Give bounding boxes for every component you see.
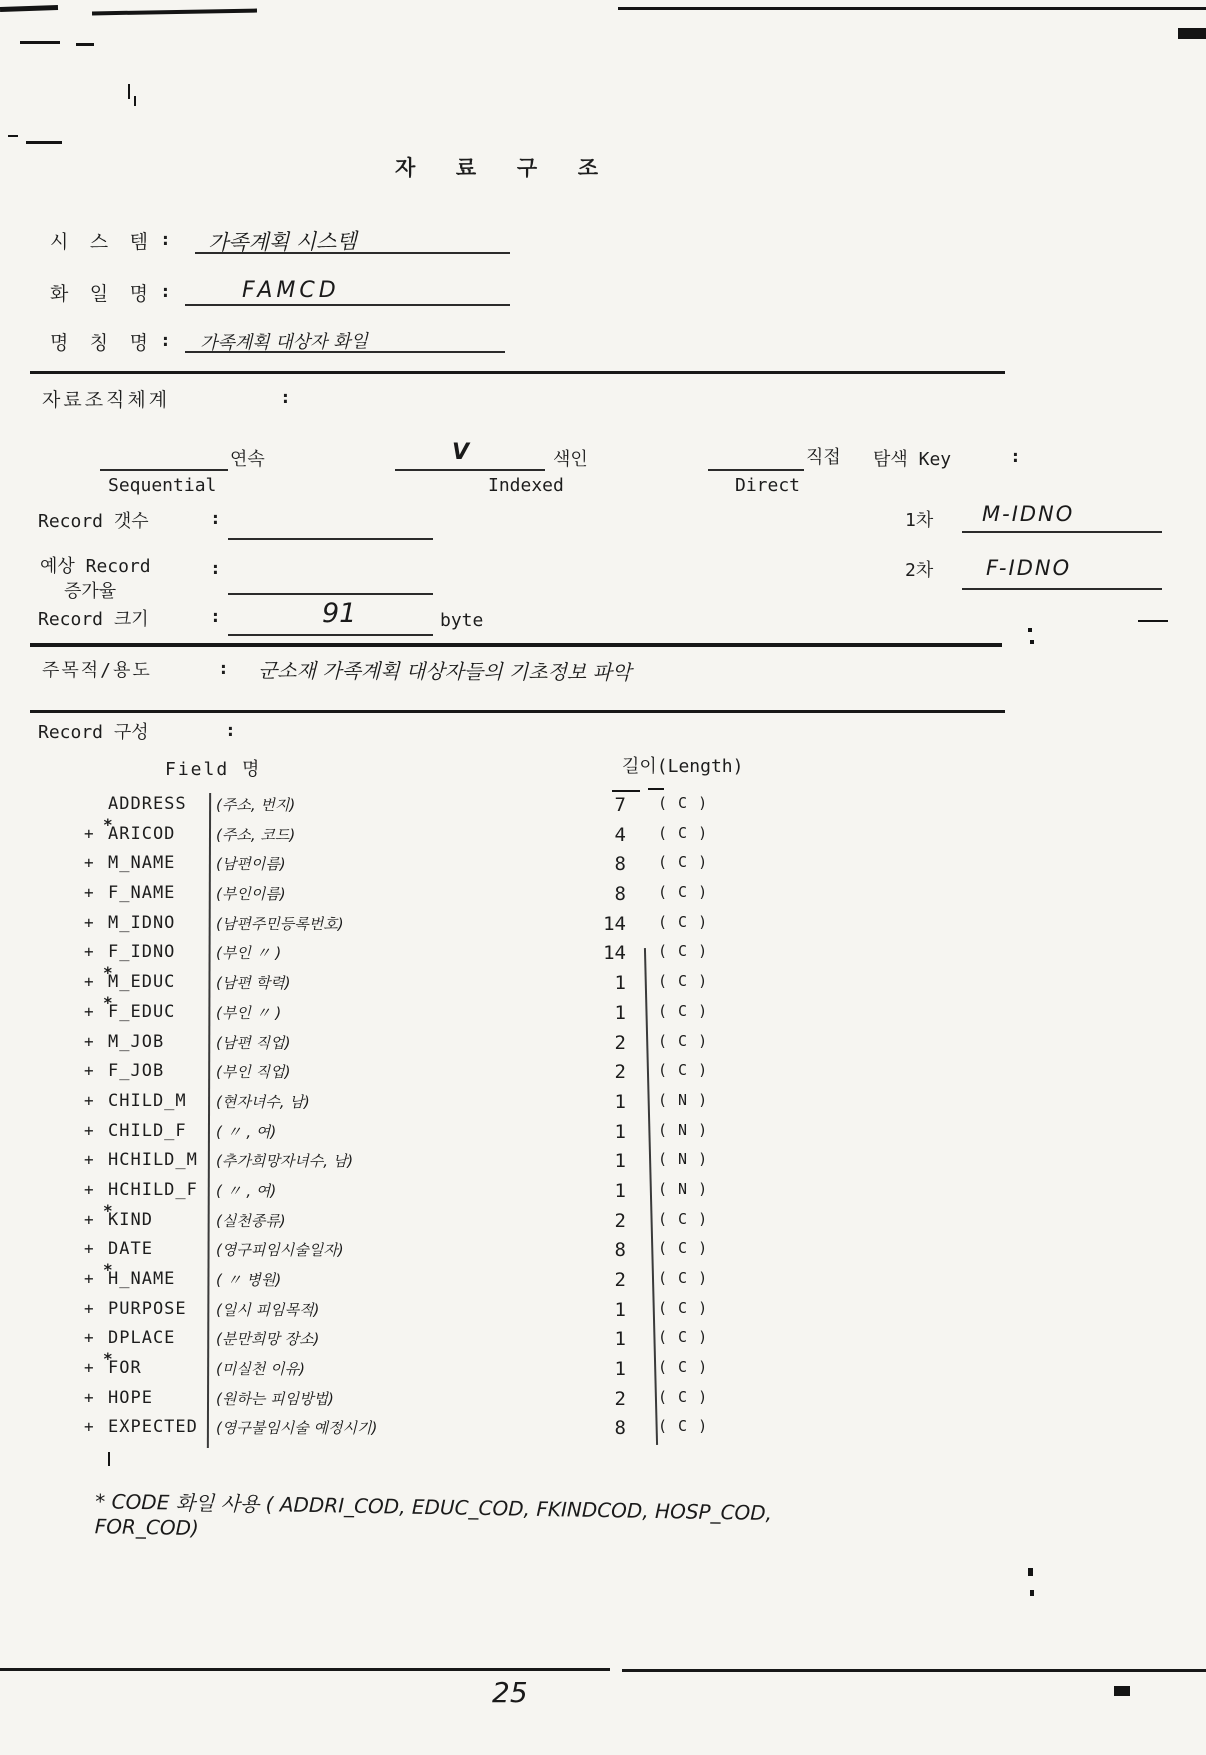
field-type: ( C ) xyxy=(658,912,709,931)
field-plus-mark: + xyxy=(84,1209,94,1229)
record-size-unit: byte xyxy=(440,610,484,631)
field-length: 2 xyxy=(614,1209,626,1232)
field-type: ( C ) xyxy=(658,853,709,872)
field-description: (부인 〃 ) xyxy=(216,1003,282,1022)
key1-label: 1차 xyxy=(905,510,934,531)
system-label: 시 스 템 xyxy=(50,231,153,253)
record-count-label: Record 갯수 xyxy=(38,511,149,532)
name-value: 가족계획 대상자 화일 xyxy=(199,331,369,354)
field-type: ( C ) xyxy=(658,1328,709,1347)
field-row xyxy=(70,1237,850,1267)
scan-artifact xyxy=(20,41,60,44)
field-description: (추가희망자녀수, 남) xyxy=(216,1152,354,1171)
scan-artifact xyxy=(128,84,130,99)
field-description: (남편주민등록번호) xyxy=(216,914,344,933)
column-header-length: 길이(Length) xyxy=(622,756,744,777)
record-growth-label-line2: 증가율 xyxy=(64,581,117,602)
field-length: 4 xyxy=(614,823,626,846)
field-row xyxy=(70,940,850,970)
record-layout-colon: : xyxy=(225,720,236,741)
field-name: CHILD_M xyxy=(108,1090,187,1111)
field-length: 2 xyxy=(614,1269,626,1291)
record-size-label: Record 크기 xyxy=(38,609,149,630)
scan-artifact xyxy=(8,135,18,137)
field-plus-mark: + xyxy=(84,1239,94,1259)
field-type: ( N ) xyxy=(658,1150,709,1169)
key2-value: F-IDNO xyxy=(986,556,1072,580)
field-name: M_EDUC xyxy=(108,972,176,993)
field-row xyxy=(70,1089,850,1119)
field-description: ( 〃 병원) xyxy=(216,1271,282,1289)
scan-artifact xyxy=(1030,1590,1034,1596)
field-length: 7 xyxy=(614,794,626,816)
name-label: 명 칭 명 xyxy=(50,332,153,354)
field-name: F_EDUC xyxy=(108,1001,176,1022)
field-code-star: * xyxy=(103,1349,113,1369)
page-title: 자 료 구 조 xyxy=(395,156,613,180)
field-name: HCHILD_M xyxy=(108,1150,198,1171)
field-description: (주소, 코드) xyxy=(216,825,296,844)
field-type: ( C ) xyxy=(658,883,709,902)
field-name: H_NAME xyxy=(108,1269,176,1289)
field-name: ARICOD xyxy=(108,823,176,844)
sequential-blank xyxy=(100,447,228,471)
field-plus-mark: + xyxy=(84,1031,94,1051)
field-type: ( C ) xyxy=(658,794,709,812)
key2-label: 2차 xyxy=(905,560,934,581)
field-name: M_JOB xyxy=(108,1031,165,1052)
scan-artifact xyxy=(92,9,257,16)
file-underline xyxy=(185,280,510,306)
scan-artifact xyxy=(1030,640,1034,644)
file-value: FAMCD xyxy=(242,278,340,303)
field-row xyxy=(70,1030,850,1060)
scan-artifact xyxy=(1114,1686,1130,1696)
field-length: 1 xyxy=(614,1090,626,1113)
field-name: DPLACE xyxy=(108,1328,176,1349)
field-name: M_IDNO xyxy=(108,912,176,933)
scan-artifact xyxy=(134,96,136,106)
field-plus-mark: + xyxy=(84,1417,94,1437)
field-row xyxy=(70,814,850,852)
field-plus-mark: + xyxy=(84,1387,94,1407)
indexed-english: Indexed xyxy=(488,475,564,496)
field-code-star: * xyxy=(103,1200,113,1220)
field-length: 2 xyxy=(614,1061,626,1084)
field-plus-mark: + xyxy=(84,1120,94,1140)
field-plus-mark: + xyxy=(84,823,94,843)
scan-artifact xyxy=(1178,28,1206,39)
field-name: ADDRESS xyxy=(108,794,187,814)
field-length: 8 xyxy=(614,883,626,906)
record-size-colon: : xyxy=(210,606,221,627)
field-plus-mark: + xyxy=(84,1179,94,1199)
file-colon: : xyxy=(160,281,171,302)
field-name: F_NAME xyxy=(108,883,176,904)
field-row xyxy=(70,1148,850,1178)
scan-artifact xyxy=(1028,628,1032,632)
field-row xyxy=(70,1326,850,1356)
direct-korean: 직접 xyxy=(806,447,841,468)
purpose-label: 주목적/용도 xyxy=(42,660,152,681)
direct-blank xyxy=(708,447,804,471)
scan-artifact xyxy=(618,7,1206,10)
field-plus-mark: + xyxy=(84,883,94,903)
field-type: ( C ) xyxy=(658,1001,709,1020)
record-growth-label-line1: 예상 Record xyxy=(40,556,151,577)
field-name: HOPE xyxy=(108,1387,153,1408)
field-row xyxy=(70,1059,850,1089)
key1-underline xyxy=(962,505,1162,533)
code-file-footnote: * CODE 화일 사용 ( ADDRI_COD, EDUC_COD, FKINDCOD, HOSP_COD, FOR_COD) xyxy=(94,1489,773,1541)
field-row xyxy=(70,1415,850,1445)
record-count-blank xyxy=(228,514,433,540)
divider xyxy=(30,371,1005,374)
field-plus-mark: + xyxy=(84,1358,94,1378)
field-description: (부인 직업) xyxy=(216,1063,291,1082)
key1-value: M-IDNO xyxy=(982,502,1075,526)
field-type: ( C ) xyxy=(658,1061,709,1080)
field-type: ( C ) xyxy=(658,1031,709,1050)
field-length: 8 xyxy=(614,853,626,876)
field-row xyxy=(70,1119,850,1149)
field-row xyxy=(70,1178,850,1208)
field-type: ( C ) xyxy=(658,972,709,991)
field-length: 2 xyxy=(614,1031,626,1054)
field-type: ( C ) xyxy=(658,1358,709,1377)
field-row xyxy=(70,851,850,881)
field-description: (실천종류) xyxy=(216,1211,286,1230)
field-row xyxy=(70,1297,850,1327)
record-layout-label: Record 구성 xyxy=(38,722,149,743)
field-code-star: * xyxy=(103,963,113,983)
field-description: (남편 직업) xyxy=(216,1033,291,1052)
field-plus-mark: + xyxy=(84,1061,94,1081)
search-key-label: 탐색 Key xyxy=(873,449,952,470)
divider xyxy=(30,643,1002,647)
field-type: ( C ) xyxy=(658,1387,709,1406)
record-growth-colon: : xyxy=(210,558,221,579)
field-description: (분만희망 장소) xyxy=(216,1330,320,1349)
field-name: CHILD_F xyxy=(108,1120,187,1141)
divider xyxy=(30,710,1005,713)
field-name: EXPECTED xyxy=(108,1417,198,1438)
scan-artifact xyxy=(1028,1568,1033,1576)
field-length: 1 xyxy=(614,1120,626,1143)
field-name: HCHILD_F xyxy=(108,1179,198,1200)
field-plus-mark: + xyxy=(84,1298,94,1318)
name-colon: : xyxy=(160,330,171,351)
field-length: 14 xyxy=(603,942,626,965)
field-plus-mark: + xyxy=(84,1090,94,1110)
field-row xyxy=(70,963,850,1000)
bottom-rule xyxy=(0,1668,610,1671)
field-type: ( C ) xyxy=(658,942,709,961)
field-plus-mark: + xyxy=(84,942,94,962)
field-row xyxy=(70,881,850,911)
field-type: ( N ) xyxy=(658,1090,709,1109)
scan-artifact xyxy=(26,141,62,144)
field-name: M_NAME xyxy=(108,853,176,874)
scan-artifact xyxy=(108,1452,110,1466)
field-length: 1 xyxy=(614,1179,626,1202)
field-description: (남편이름) xyxy=(216,855,286,874)
field-row xyxy=(70,1200,850,1238)
bottom-rule xyxy=(622,1669,1206,1672)
field-type: ( C ) xyxy=(658,823,709,842)
sequential-english: Sequential xyxy=(108,475,217,496)
field-length: 1 xyxy=(614,1150,626,1173)
field-table xyxy=(70,792,850,1445)
field-code-star: * xyxy=(103,1260,113,1279)
field-plus-mark: + xyxy=(84,1001,94,1021)
field-length: 1 xyxy=(614,1358,626,1381)
field-description: (원하는 피임방법) xyxy=(216,1389,334,1408)
search-key-colon: : xyxy=(1010,446,1021,467)
purpose-value: 군소재 가족계획 대상자들의 기초정보 파악 xyxy=(257,658,632,685)
purpose-colon: : xyxy=(218,658,229,679)
field-row xyxy=(70,992,850,1030)
field-description: (부인 〃 ) xyxy=(216,944,282,963)
field-code-star: * xyxy=(103,992,113,1012)
organization-label: 자료조직체계 xyxy=(42,389,171,411)
field-description: (주소, 번지) xyxy=(216,796,296,814)
indexed-checkmark: V xyxy=(452,440,470,465)
field-length: 2 xyxy=(614,1387,626,1410)
field-name: DATE xyxy=(108,1239,153,1260)
system-colon: : xyxy=(160,229,171,250)
field-description: (일시 피임목적) xyxy=(216,1300,320,1319)
field-name: PURPOSE xyxy=(108,1298,187,1319)
field-type: ( N ) xyxy=(658,1120,709,1139)
field-plus-mark: + xyxy=(84,912,94,932)
system-value: 가족계획 시스템 xyxy=(207,229,357,255)
field-length: 1 xyxy=(614,1328,626,1351)
sequential-korean: 연속 xyxy=(230,449,265,470)
field-plus-mark: + xyxy=(84,1328,94,1348)
field-description: (영구불임시술 예정시기) xyxy=(216,1419,378,1438)
field-length: 1 xyxy=(614,1298,626,1321)
field-name: FOR xyxy=(108,1358,142,1379)
field-row xyxy=(70,1260,850,1297)
direct-english: Direct xyxy=(735,475,801,496)
field-description: (미실천 이유) xyxy=(216,1360,305,1379)
field-length: 1 xyxy=(614,1001,626,1024)
scan-artifact xyxy=(0,5,58,12)
indexed-blank xyxy=(395,447,545,471)
page-number: 25 xyxy=(492,1676,528,1709)
scan-artifact xyxy=(1138,620,1168,622)
record-size-underline xyxy=(228,608,433,636)
field-plus-mark: + xyxy=(84,853,94,873)
field-row xyxy=(70,1386,850,1416)
field-type: ( C ) xyxy=(658,1239,709,1258)
system-underline xyxy=(195,228,510,254)
field-type: ( C ) xyxy=(658,1298,709,1317)
field-description: ( 〃 , 여) xyxy=(216,1122,277,1141)
field-description: (현자녀수, 남) xyxy=(216,1092,310,1111)
field-row xyxy=(70,911,850,941)
field-length: 14 xyxy=(603,912,626,935)
file-label: 화 일 명 xyxy=(50,283,153,305)
field-plus-mark: + xyxy=(84,1269,94,1288)
scan-artifact xyxy=(648,788,664,790)
key2-underline xyxy=(962,562,1162,590)
field-description: (남편 학력) xyxy=(216,974,291,993)
record-count-colon: : xyxy=(210,508,221,529)
field-length: 1 xyxy=(614,972,626,995)
field-name: F_IDNO xyxy=(108,942,176,963)
field-type: ( C ) xyxy=(658,1417,709,1436)
field-name: KIND xyxy=(108,1209,153,1230)
field-description: (부인이름) xyxy=(216,885,286,904)
indexed-korean: 색인 xyxy=(553,449,588,470)
field-plus-mark: + xyxy=(84,972,94,992)
field-plus-mark: + xyxy=(84,1150,94,1170)
record-size-value: 91 xyxy=(322,598,357,629)
field-length: 8 xyxy=(614,1239,626,1262)
field-type: ( C ) xyxy=(658,1269,709,1287)
record-growth-blank xyxy=(228,569,433,595)
field-type: ( C ) xyxy=(658,1209,709,1228)
scan-artifact xyxy=(76,43,94,46)
field-description: ( 〃 , 여) xyxy=(216,1181,277,1200)
field-type: ( N ) xyxy=(658,1179,709,1198)
name-underline xyxy=(185,327,505,353)
field-description: (영구피임시술일자) xyxy=(216,1241,344,1260)
organization-colon: : xyxy=(280,387,291,408)
field-length: 8 xyxy=(614,1417,626,1440)
field-row xyxy=(70,1349,850,1386)
field-name: F_JOB xyxy=(108,1061,165,1082)
field-code-star: * xyxy=(103,814,113,834)
field-row xyxy=(70,792,850,822)
column-header-field: Field 명 xyxy=(165,759,262,780)
